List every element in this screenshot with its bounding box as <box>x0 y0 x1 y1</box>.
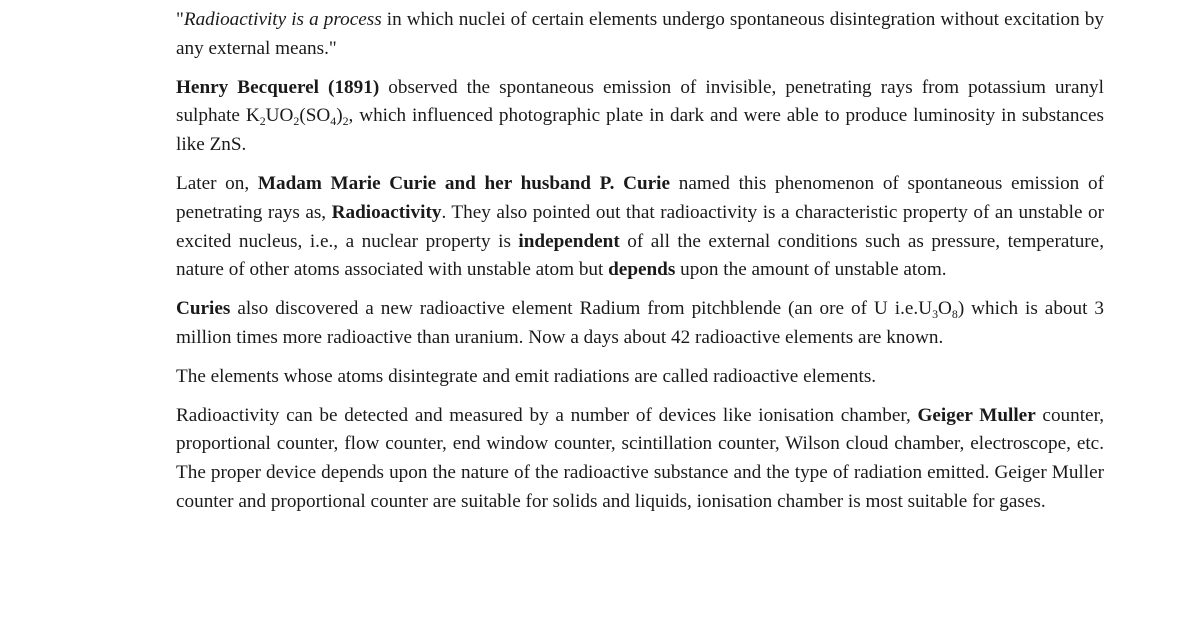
paragraph-curie <box>176 170 1104 285</box>
text-run: Later on, <box>176 172 258 194</box>
document-page <box>176 6 1104 517</box>
bold-term: independent <box>518 230 620 252</box>
subscript: 2 <box>342 114 349 129</box>
text-run: ) which is about 3 million times more radioactive than uranium. Now a days about 42 radioactive elements are known. <box>176 298 1104 348</box>
bold-term: Curies <box>176 298 231 320</box>
bold-term: Madam Marie Curie and her husband P. Curie <box>257 172 671 194</box>
paragraph-radium <box>176 295 1104 353</box>
text-run: , which influenced photographic plate in dark and were able to produce luminosity in substances like ZnS. <box>176 105 1104 156</box>
paragraph-becquerel <box>176 74 1104 160</box>
text-run: of all the external conditions such as pressure, temperature, nature of other atoms associated with unstable atom but <box>176 230 1104 281</box>
paragraph-elements <box>176 363 1104 392</box>
bold-term: Henry Becquerel (1891) <box>176 76 380 98</box>
text-run: The elements whose atoms disintegrate and emit radiations are called radioactive elements. <box>176 365 877 387</box>
paragraph-definition <box>176 6 1104 64</box>
text-run: counter, proportional counter, flow counter, end window counter, scintillation counter, Wilson cloud chamber, electroscope, etc. The proper device depends upon the nature of the radioactive substance and the type of radiation emitted. Geiger Muller counter and proportional counter are suitable for solids and liquids, ionisation chamber is most suitable for gases. <box>176 404 1104 512</box>
subscript: 8 <box>951 307 958 322</box>
text-run: in which nuclei of certain elements undergo spontaneous disintegration without excitation by any external means." <box>176 9 1104 59</box>
bold-term: depends <box>608 259 676 281</box>
text-run: " <box>176 9 184 30</box>
subscript: 4 <box>330 114 337 129</box>
text-run: observed the spontaneous emission of invisible, penetrating rays from potassium uranyl sulphate K <box>176 76 1104 127</box>
text-run: Radioactivity can be detected and measured by a number of devices like ionisation chamber, <box>176 404 918 426</box>
text-run: UO <box>265 105 294 127</box>
text-run: ) <box>336 105 343 127</box>
text-run: . They also pointed out that radioactivity is a characteristic property of an unstable or excited nucleus, i.e., a nuclear property is <box>176 201 1104 252</box>
paragraph-detection <box>176 402 1104 517</box>
text-run: O <box>938 298 952 320</box>
text-run: upon the amount of unstable atom. <box>675 259 947 281</box>
bold-term: Geiger Muller <box>917 404 1036 426</box>
subscript: 3 <box>932 307 939 322</box>
text-run: (SO <box>299 105 331 127</box>
subscript: 2 <box>259 114 266 129</box>
text-run: also discovered a new radioactive element Radium from pitchblende (an ore of U i.e.U <box>230 298 933 320</box>
text-run: named this phenomenon of spontaneous emission of penetrating rays as, <box>176 172 1104 223</box>
italic-term: Radioactivity is a process <box>183 9 382 30</box>
bold-term: Radioactivity <box>331 201 442 223</box>
subscript: 2 <box>293 114 300 129</box>
